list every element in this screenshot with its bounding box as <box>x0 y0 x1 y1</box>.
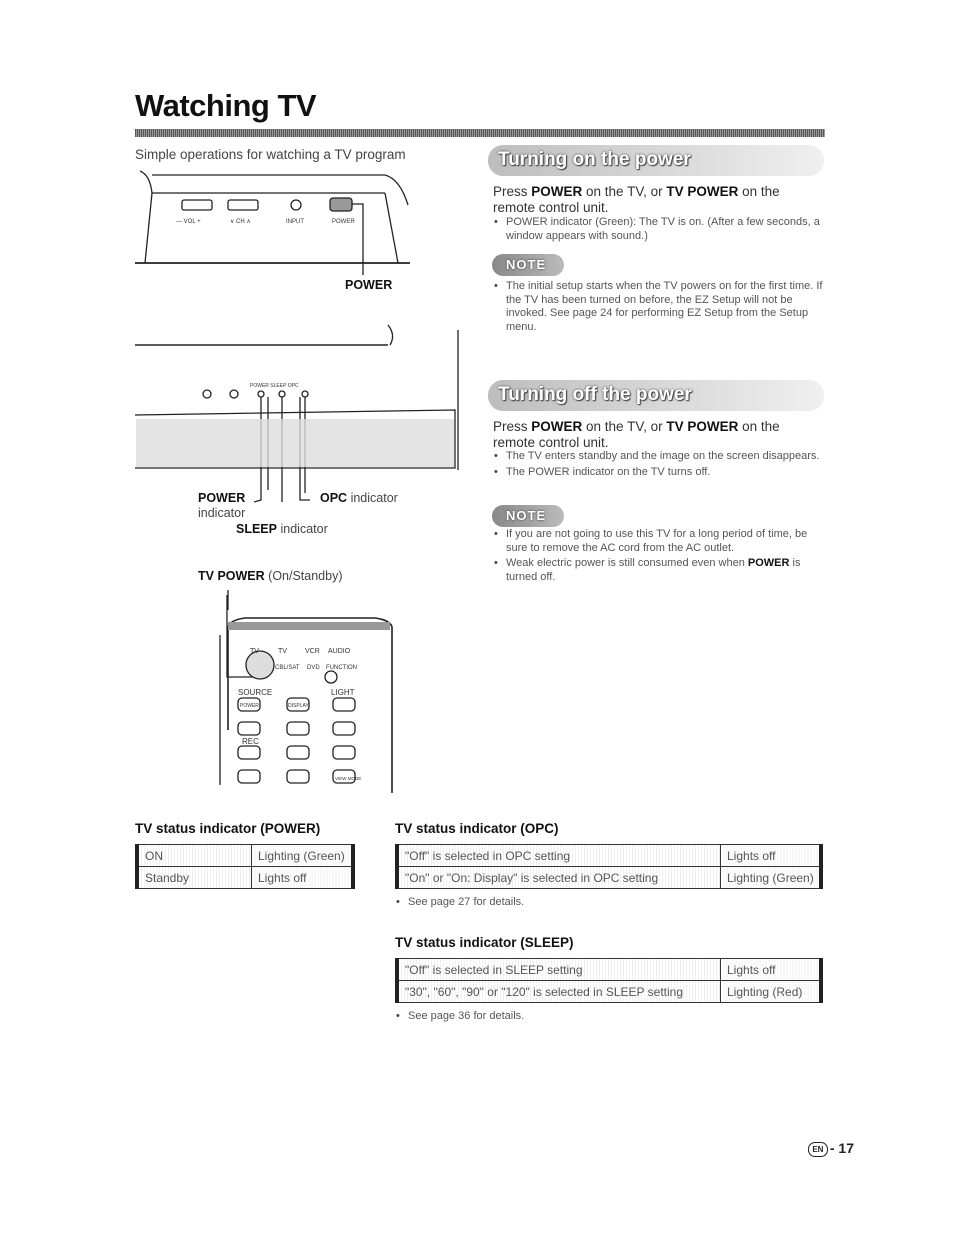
section-on-bullets <box>493 216 823 245</box>
remote-cblsat: CBL/SAT <box>275 665 300 671</box>
table-row: "Off" is selected in SLEEP setting Lights off <box>397 959 821 981</box>
note-badge-off: NOTE <box>492 505 564 527</box>
list-item: • The POWER indicator on the TV turns off. <box>493 466 823 480</box>
section-off-heading: Turning off the power <box>488 380 824 411</box>
list-item: • See page 36 for details. <box>395 1010 815 1024</box>
indicator-small-labels: POWER SLEEP OPC <box>250 383 299 389</box>
page-title: Watching TV <box>135 88 317 123</box>
list-item: • Weak electric power is still consumed even when POWER is turned off. <box>493 557 823 584</box>
remote-light: LIGHT <box>331 688 355 697</box>
list-item: • If you are not going to use this TV for a long period of time, be sure to remove the AC cord from the AC outlet. <box>493 528 823 555</box>
remote-rec: REC <box>242 737 259 746</box>
section-on-instructions: Press POWER on the TV, or TV POWER on the remote control unit. <box>493 184 780 215</box>
table-row: "30", "60", "90" or "120" is selected in SLEEP setting Lighting (Red) <box>397 981 821 1003</box>
table-sleep <box>395 958 823 1003</box>
page-number: EN - 17 <box>808 1140 854 1157</box>
remote-audio: AUDIO <box>328 648 351 655</box>
power-indicator-callout: POWER <box>198 491 246 505</box>
title-rule <box>135 129 825 137</box>
vol-key-label: — VOL + <box>176 219 201 225</box>
remote-power-key: POWER <box>240 703 259 709</box>
table-row: "Off" is selected in OPC setting Lights off <box>397 845 821 867</box>
list-item: • POWER indicator (Green): The TV is on. (After a few seconds, a window appears with sound.) <box>493 216 823 243</box>
list-item: • The initial setup starts when the TV powers on for the first time. If the TV has been turned on before, the EZ Setup will not be invoked. See page 24 for performing EZ Setup from the Setup menu. <box>493 280 823 334</box>
power-callout: POWER <box>345 278 393 292</box>
section-off-instructions: Press POWER on the TV, or TV POWER on the remote control unit. <box>493 419 780 450</box>
table-sleep-footnote <box>395 1010 815 1026</box>
table-opc <box>395 844 823 889</box>
tv-power-callout: TV POWER (On/Standby) <box>198 569 343 583</box>
tv-diagram <box>130 165 470 805</box>
remote-vcr: VCR <box>305 648 320 655</box>
remote-function: FUNCTION <box>326 665 357 671</box>
opc-indicator-callout: OPC indicator <box>320 491 398 505</box>
remote-viewmode: VIEW MODE <box>335 776 362 781</box>
section-off-notes <box>493 528 823 586</box>
table-row: ON Lighting (Green) <box>137 845 353 867</box>
ch-key-label: ∨ CH ∧ <box>230 219 251 225</box>
remote-dvd: DVD <box>307 665 320 671</box>
table-row: Standby Lights off <box>137 867 353 889</box>
table-sleep-title: TV status indicator (SLEEP) <box>395 935 574 950</box>
section-on-heading: Turning on the power <box>488 145 824 176</box>
list-item: • See page 27 for details. <box>395 896 815 910</box>
list-item: • The TV enters standby and the image on the screen disappears. <box>493 450 823 464</box>
remote-display-key: DISPLAY <box>288 703 309 709</box>
remote-tv2: TV <box>278 648 287 655</box>
table-opc-footnote <box>395 896 815 912</box>
input-key-label: INPUT <box>286 219 304 225</box>
sleep-indicator-callout: SLEEP indicator <box>236 522 328 536</box>
note-badge-on: NOTE <box>492 254 564 276</box>
table-row: "On" or "On: Display" is selected in OPC setting Lighting (Green) <box>397 867 821 889</box>
table-power <box>135 844 355 889</box>
section-off-bullets <box>493 450 823 481</box>
section-on-notes <box>493 280 823 336</box>
en-language-icon: EN <box>808 1142 828 1157</box>
power-indicator-callout-sub: indicator <box>198 506 246 520</box>
table-opc-title: TV status indicator (OPC) <box>395 821 559 836</box>
remote-tv1: TV <box>250 648 259 655</box>
table-power-title: TV status indicator (POWER) <box>135 821 321 836</box>
power-key-label: POWER <box>332 219 355 225</box>
remote-source: SOURCE <box>238 688 273 697</box>
intro-text: Simple operations for watching a TV program <box>135 147 406 162</box>
